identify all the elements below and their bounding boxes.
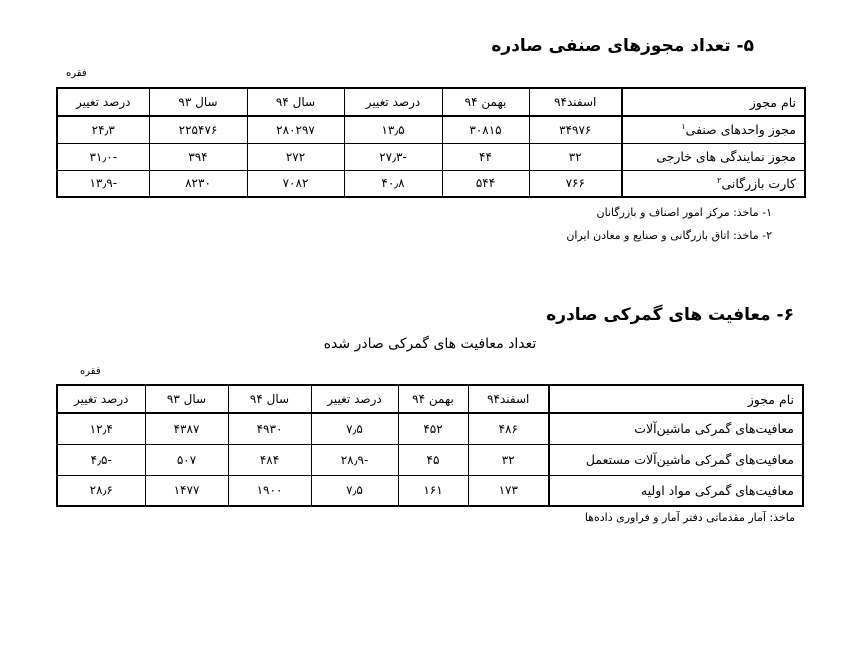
footnote-marker: ۱ xyxy=(681,122,686,132)
table-cell: ۸۲۳۰ xyxy=(149,170,247,197)
section5-unit-label: فقره xyxy=(66,68,87,79)
table-cell: ۱۷۳ xyxy=(468,475,549,506)
column-header: سال ۹۴ xyxy=(247,88,344,116)
table-cell: ۲۸٫۶ xyxy=(57,475,145,506)
column-header: اسفند۹۴ xyxy=(529,88,622,116)
row-name-cell: معافیت‌های گمرکی مواد اولیه xyxy=(549,475,803,506)
row-name-cell: معافیت‌های گمرکی ماشین‌آلات مستعمل xyxy=(549,444,803,475)
table-row xyxy=(57,143,805,170)
table-cell: ۲۸۰۲۹۷ xyxy=(247,116,344,143)
row-name: کارت بازرگانی xyxy=(721,175,796,191)
section5-footnote: ۱- ماخذ: مرکز امور اصناف و بازرگانان xyxy=(596,206,772,219)
table-header-row xyxy=(57,88,805,116)
column-header: درصد تغییر xyxy=(57,88,149,116)
table-header-row xyxy=(57,385,803,413)
row-name: مجوز نمایندگی های خارجی xyxy=(656,149,796,164)
table-cell: ۴۵۲ xyxy=(398,413,468,444)
column-header: درصد تغییر xyxy=(57,385,145,413)
table-cell: -۳۱٫۰ xyxy=(57,143,149,170)
table-cell: -۴٫۵ xyxy=(57,444,145,475)
table-cell: ۴۹۳۰ xyxy=(228,413,311,444)
table-cell: ۳۰۸۱۵ xyxy=(442,116,529,143)
column-header: بهمن ۹۴ xyxy=(442,88,529,116)
table-cell: ۴۵ xyxy=(398,444,468,475)
table-cell: ۱۲٫۴ xyxy=(57,413,145,444)
table-row xyxy=(57,475,803,506)
table-cell: ۱۳٫۵ xyxy=(344,116,442,143)
table-cell: -۲۷٫۳ xyxy=(344,143,442,170)
table-cell: ۷۶۶ xyxy=(529,170,622,197)
column-header: درصد تغییر xyxy=(311,385,398,413)
table-cell: ۷۰۸۲ xyxy=(247,170,344,197)
table-cell: ۱۹۰۰ xyxy=(228,475,311,506)
section5-table xyxy=(56,87,806,198)
column-header: سال ۹۳ xyxy=(145,385,228,413)
table-cell: ۱۴۷۷ xyxy=(145,475,228,506)
column-header: نام مجوز xyxy=(622,88,805,116)
column-header: درصد تغییر xyxy=(344,88,442,116)
table-cell: ۲۴٫۳ xyxy=(57,116,149,143)
table-cell: ۴۸۴ xyxy=(228,444,311,475)
table-cell: ۵۴۴ xyxy=(442,170,529,197)
table-cell: -۱۳٫۹ xyxy=(57,170,149,197)
table-cell: ۳۲ xyxy=(468,444,549,475)
table-cell: ۴۳۸۷ xyxy=(145,413,228,444)
table-cell: ۳۹۴ xyxy=(149,143,247,170)
section6-subtitle: تعداد معافیت های گمرکی صادر شده xyxy=(323,336,537,352)
table-cell: ۲۲۵۴۷۶ xyxy=(149,116,247,143)
column-header: سال ۹۴ xyxy=(228,385,311,413)
table-row xyxy=(57,170,805,197)
table-row xyxy=(57,413,803,444)
table-cell: -۲۸٫۹ xyxy=(311,444,398,475)
row-name-cell xyxy=(622,170,805,197)
table-cell: ۲۷۲ xyxy=(247,143,344,170)
row-name-cell xyxy=(622,143,805,170)
table-cell: ۵۰۷ xyxy=(145,444,228,475)
table-cell: ۳۲ xyxy=(529,143,622,170)
section6-source-note: ماخذ: آمار مقدماتی دفتر آمار و فراوری داده‌ها xyxy=(584,511,795,524)
table-cell: ۳۴۹۷۶ xyxy=(529,116,622,143)
footnote-marker: ۲ xyxy=(717,175,722,185)
section5-footnote: ۲- ماخذ: اتاق بازرگانی و صنایع و معادن ایران xyxy=(566,229,772,242)
column-header: سال ۹۳ xyxy=(149,88,247,116)
row-name-cell: معافیت‌های گمرکی ماشین‌آلات xyxy=(549,413,803,444)
section6-table xyxy=(56,384,804,507)
section6-title: ۶- معافیت های گمرکی صادره xyxy=(546,305,794,325)
row-name-cell xyxy=(622,116,805,143)
table-cell: ۷٫۵ xyxy=(311,475,398,506)
column-header: اسفند۹۴ xyxy=(468,385,549,413)
table-cell: ۴۰٫۸ xyxy=(344,170,442,197)
section5-title: ۵- تعداد مجوزهای صنفی صادره xyxy=(491,36,754,56)
column-header: بهمن ۹۴ xyxy=(398,385,468,413)
table-cell: ۴۴ xyxy=(442,143,529,170)
table-cell: ۴۸۶ xyxy=(468,413,549,444)
table-row xyxy=(57,444,803,475)
table-cell: ۱۶۱ xyxy=(398,475,468,506)
table-cell: ۷٫۵ xyxy=(311,413,398,444)
column-header: نام مجوز xyxy=(549,385,803,413)
section6-unit-label: فقره xyxy=(80,366,101,377)
table-row xyxy=(57,116,805,143)
row-name: مجوز واحدهای صنفی xyxy=(685,122,796,138)
